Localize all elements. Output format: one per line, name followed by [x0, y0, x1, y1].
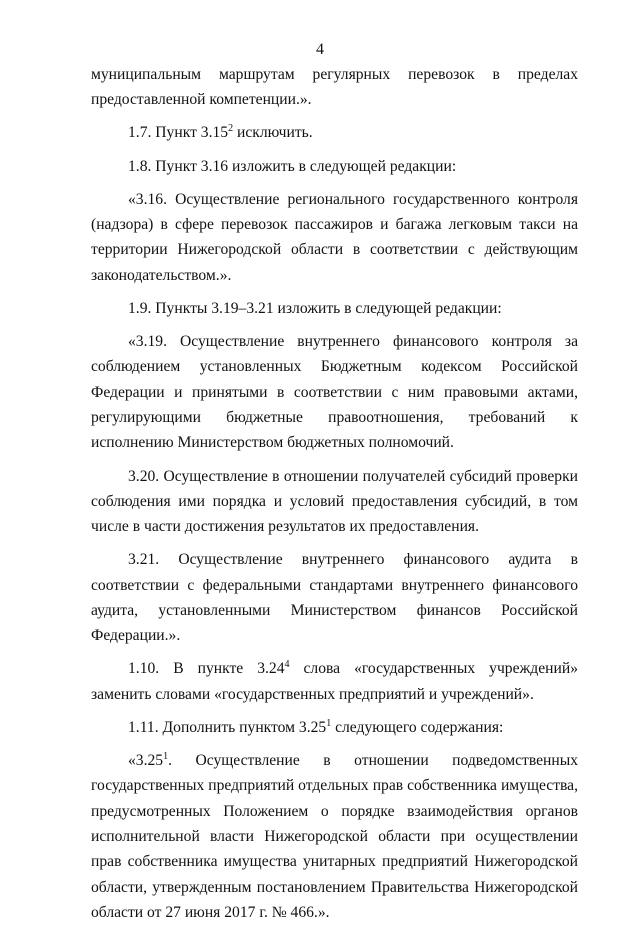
- page-number: 4: [316, 41, 324, 58]
- superscript: 1: [163, 750, 169, 762]
- paragraph-text: 1.11. Дополнить пунктом 3.25: [128, 718, 327, 736]
- paragraph-10: [91, 715, 578, 740]
- paragraph-5: [91, 296, 578, 321]
- paragraph-text: «3.25: [128, 752, 164, 770]
- paragraph-6: [91, 329, 578, 455]
- paragraph-9: [91, 656, 578, 707]
- paragraph-text: исключить.: [233, 124, 313, 142]
- paragraph-11: [91, 748, 578, 925]
- paragraph-1: [91, 62, 578, 113]
- paragraph-2: [91, 120, 578, 145]
- paragraph-text: слова «государственных учреждений» заменить словами «государственных предприятий и учреждений».: [91, 660, 578, 703]
- superscript: 2: [228, 123, 234, 135]
- paragraph-text: 3.20. Осуществление в отношении получателей субсидий проверки соблюдения ими порядка и условий предоставления субсидий, в том числе в части достижения результатов их предоставления.: [91, 467, 578, 536]
- paragraph-text: муниципальным маршрутам регулярных перевозок в пределах предоставленной компетенции.».: [91, 66, 578, 109]
- paragraph-text: 1.9. Пункты 3.19–3.21 изложить в следующей редакции:: [128, 299, 502, 317]
- paragraph-text: 3.21. Осуществление внутреннего финансового аудита в соответствии с федеральными стандартами внутреннего финансового аудита, установленными Министерством финансов Российской Федерации.».: [91, 551, 578, 645]
- superscript: 4: [284, 659, 290, 671]
- paragraph-8: [91, 547, 578, 648]
- paragraph-4: [91, 187, 578, 288]
- paragraph-text: 1.7. Пункт 3.15: [128, 124, 229, 142]
- paragraph-text: . Осуществление в отношении подведомственных государственных предприятий отдельных прав собственника имущества, предусмотренных Положением о порядке взаимодействия органов исполнительной власти Нижегородской области при осуществлении прав собственника имущества унитарных предприятий Нижегородской области, утвержденным постановлением Правительства Нижегородской области от 27 июня 2017 г. № 466.».: [91, 752, 578, 921]
- paragraph-text: 1.8. Пункт 3.16 изложить в следующей редакции:: [128, 157, 457, 175]
- paragraph-text: следующего содержания:: [331, 718, 504, 736]
- paragraph-text: «3.19. Осуществление внутреннего финансового контроля за соблюдением установленных Бюджетным кодексом Российской Федерации и принятыми в соответствии с ним правовыми актами, регулирующими бюджетные правоотношения, требований к исполнению Министерством бюджетных полномочий.: [91, 333, 578, 452]
- paragraph-7: [91, 464, 578, 540]
- document-body: [91, 62, 578, 933]
- superscript: 1: [326, 717, 332, 729]
- paragraph-text: «3.16. Осуществление регионального государственного контроля (надзора) в сфере перевозок пассажиров и багажа легковым такси на территории Нижегородской области в соответствии с действующим законодательством.».: [91, 190, 578, 284]
- paragraph-text: 1.10. В пункте 3.24: [128, 660, 285, 678]
- paragraph-3: [91, 154, 578, 179]
